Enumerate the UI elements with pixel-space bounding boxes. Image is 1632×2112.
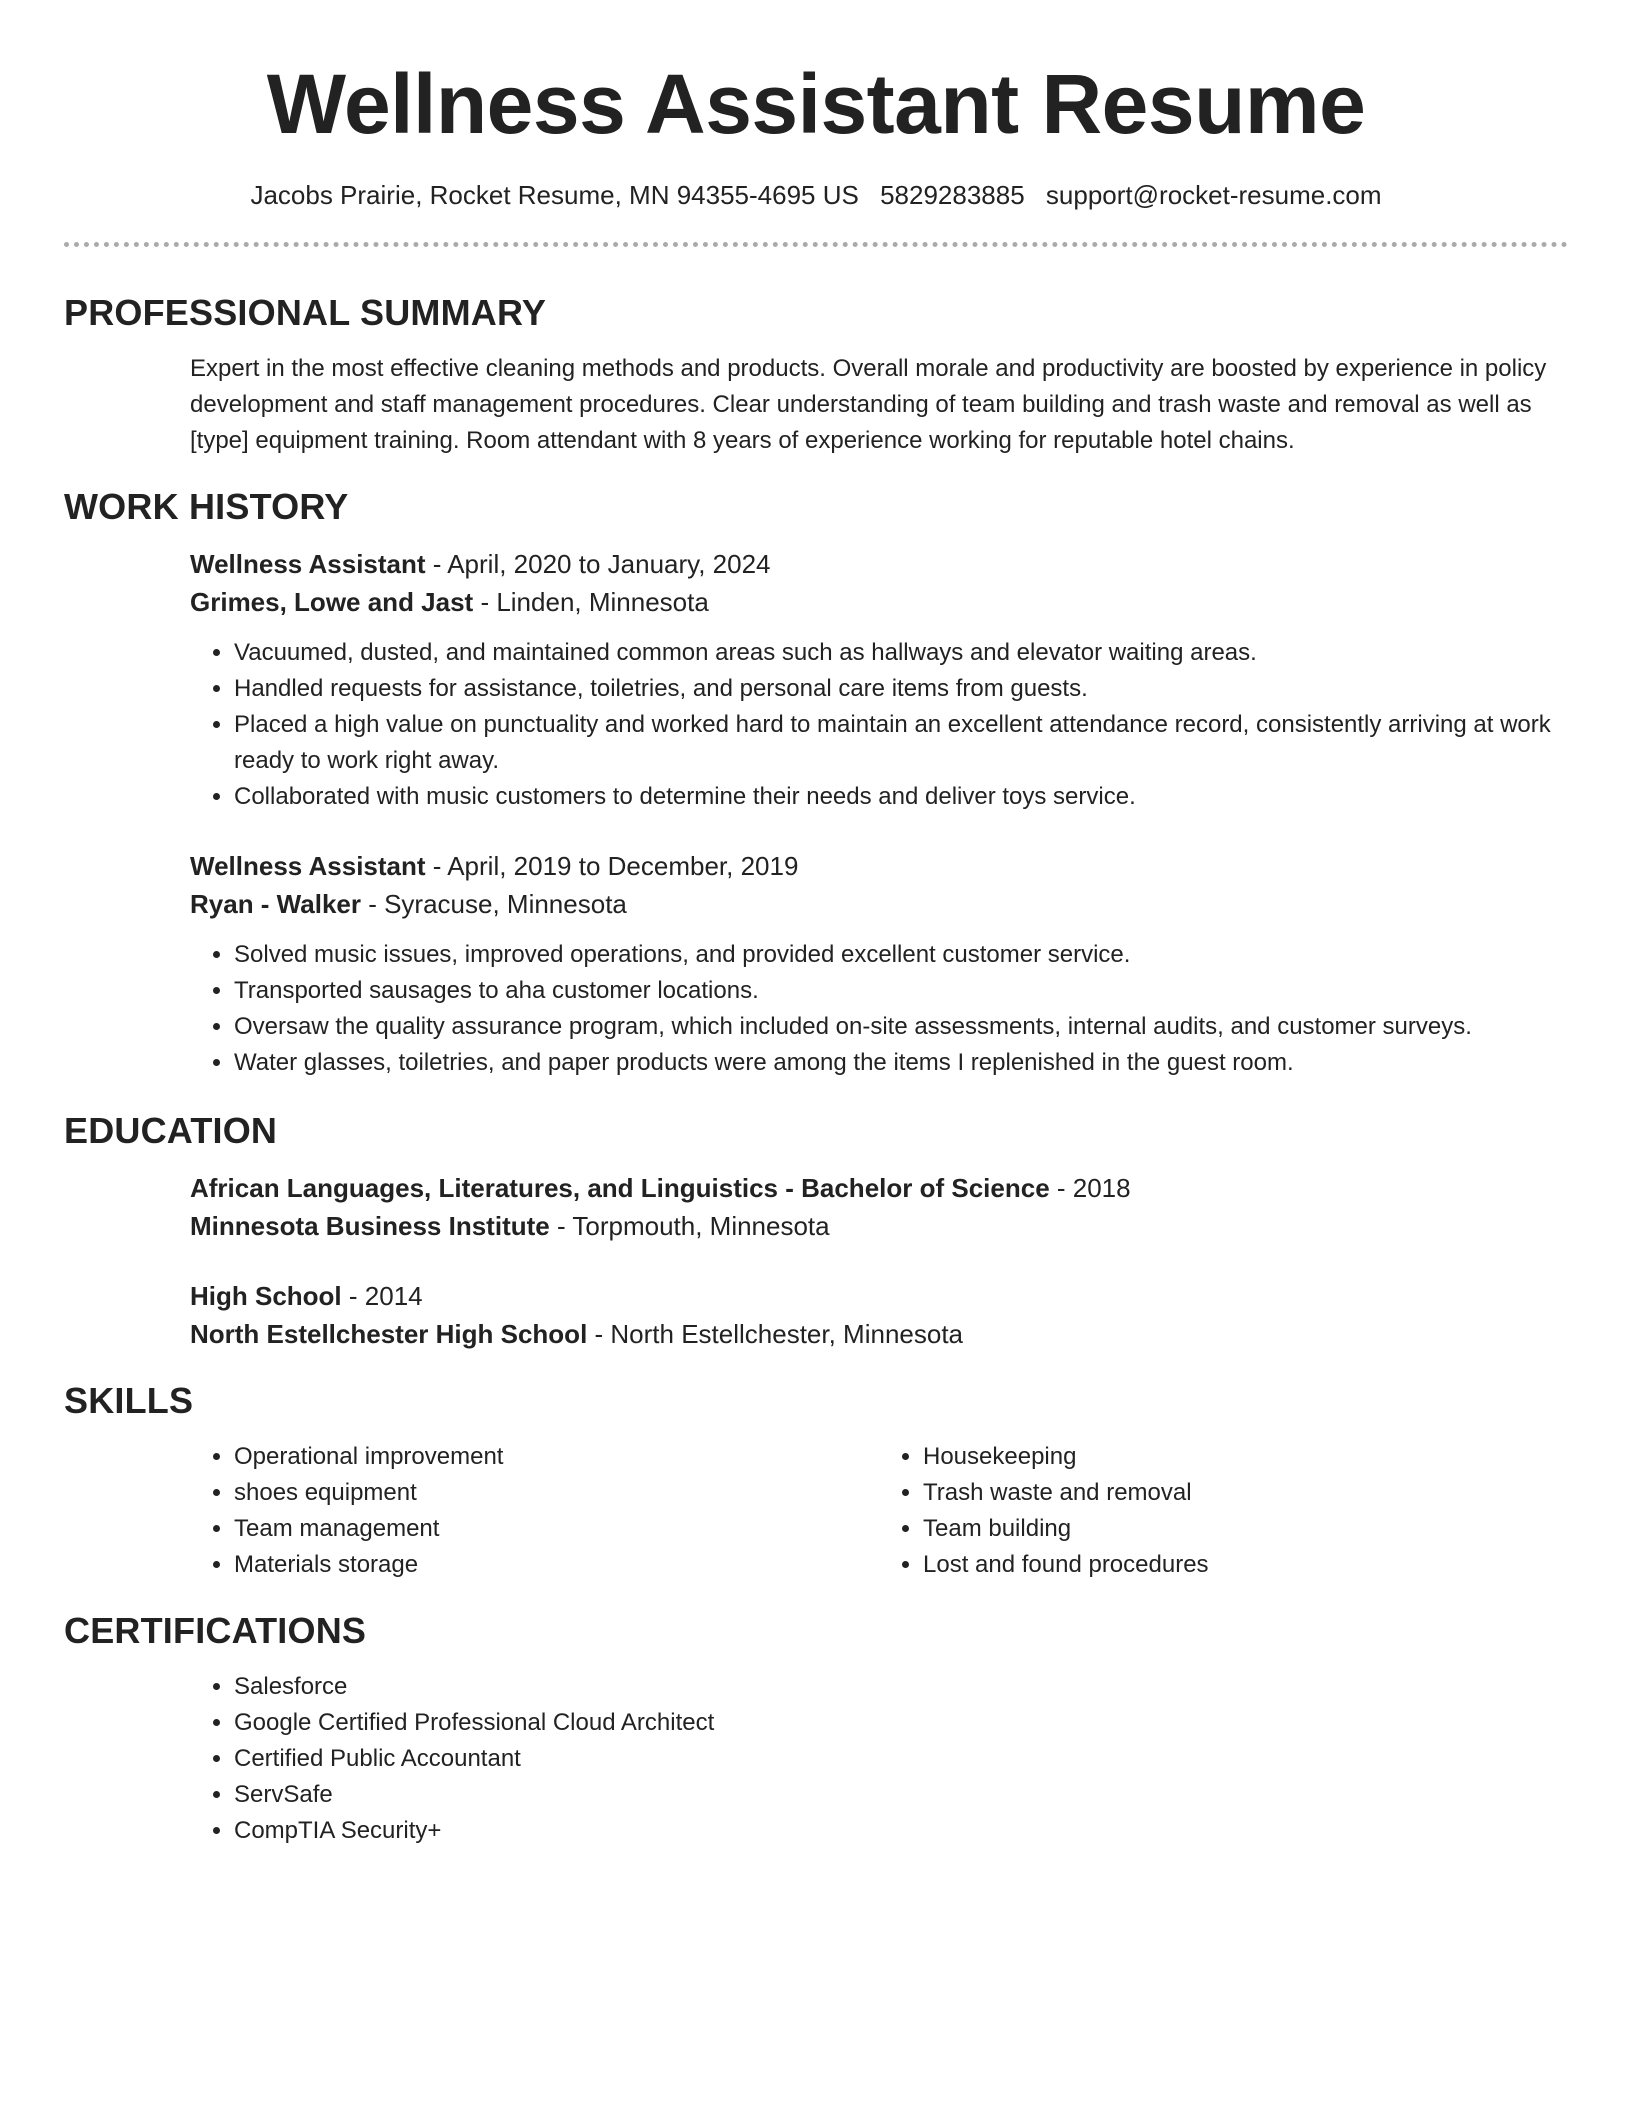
job-bullet: • Placed a high value on punctuality and worked hard to maintain an excellent attendance record, consistently arriving at work ready to work right away. [234,707,1568,779]
job-bullet: • Transported sausages to aha customer locations. [234,973,1568,1009]
certification-item: • ServSafe [234,1777,1568,1813]
work-history-section [64,485,1568,1081]
school-location: - North Estellchester, Minnesota [587,1319,964,1349]
skill-item: • Team management [234,1511,879,1547]
certifications-list [190,1669,1568,1849]
job-company-line [190,885,1568,923]
certification-item: • Google Certified Professional Cloud Architect [234,1705,1568,1741]
school-line [190,1207,1568,1245]
summary-text: Expert in the most effective cleaning methods and products. Overall morale and productivity are boosted by experience in policy development and staff management procedures. Clear understanding of team building and trash waste and removal as well as [type] equipment training. Room attendant with 8 years of experience working for reputable hotel chains. [190,355,1547,454]
summary-section [64,291,1568,459]
skill-item: • Trash waste and removal [923,1475,1568,1511]
job-title-line [190,847,1568,885]
skills-columns [190,1439,1568,1583]
job-bullet: • Water glasses, toiletries, and paper products were among the items I replenished in the guest room. [234,1045,1568,1081]
job-company: Ryan - Walker [190,889,361,919]
job-location: - Syracuse, Minnesota [360,889,627,919]
school-line [190,1315,1568,1353]
skills-list-right [879,1439,1568,1583]
contact-email: support@rocket-resume.com [1045,180,1382,210]
certification-item: • CompTIA Security+ [234,1813,1568,1849]
school-name: Minnesota Business Institute [190,1211,550,1241]
education-heading: EDUCATION [64,1110,278,1151]
school-location: - Torpmouth, Minnesota [549,1211,830,1241]
job-title: Wellness Assistant [190,851,426,881]
degree-year: - 2018 [1049,1173,1131,1203]
contact-address: Jacobs Prairie, Rocket Resume, MN 94355-4695 US [250,180,859,210]
contact-phone: 5829283885 [880,180,1025,210]
work-history-heading: WORK HISTORY [64,486,349,527]
job-company-line [190,583,1568,621]
job-location: - Linden, Minnesota [473,587,709,617]
job-bullet: • Handled requests for assistance, toiletries, and personal care items from guests. [234,671,1568,707]
skills-heading: SKILLS [64,1380,194,1421]
contact-info [64,178,1568,212]
education-section [64,1109,1568,1353]
job-dates: - April, 2020 to January, 2024 [425,549,771,579]
certifications-heading: CERTIFICATIONS [64,1610,367,1651]
resume-title: Wellness Assistant Resume [266,57,1366,151]
education-entry [190,1169,1568,1245]
certification-item: • Certified Public Accountant [234,1741,1568,1777]
degree-name: High School [190,1281,342,1311]
degree-line [190,1277,1568,1315]
job-bullet: • Collaborated with music customers to determine their needs and deliver toys service. [234,779,1568,815]
school-name: North Estellchester High School [190,1319,588,1349]
header-divider [64,242,1568,247]
job-bullet: • Oversaw the quality assurance program, which included on-site assessments, internal audits, and customer surveys. [234,1009,1568,1045]
job-entry [190,545,1568,815]
job-bullets [190,937,1568,1081]
skill-item: • Team building [923,1511,1568,1547]
skill-item: • Lost and found procedures [923,1547,1568,1583]
certification-item: • Salesforce [234,1669,1568,1705]
job-dates: - April, 2019 to December, 2019 [425,851,799,881]
skills-list-left [190,1439,879,1583]
job-title-line [190,545,1568,583]
job-bullets [190,635,1568,815]
skill-item: • Housekeeping [923,1439,1568,1475]
job-bullet: • Vacuumed, dusted, and maintained common areas such as hallways and elevator waiting areas. [234,635,1568,671]
job-title: Wellness Assistant [190,549,426,579]
skill-item: • Operational improvement [234,1439,879,1475]
summary-heading: PROFESSIONAL SUMMARY [64,292,547,333]
skill-item: • Materials storage [234,1547,879,1583]
education-entry [190,1277,1568,1353]
job-bullet: • Solved music issues, improved operations, and provided excellent customer service. [234,937,1568,973]
skills-section [64,1379,1568,1583]
degree-year: - 2014 [341,1281,423,1311]
degree-line [190,1169,1568,1207]
job-entry [190,847,1568,1081]
certifications-section [64,1609,1568,1849]
skill-item: • shoes equipment [234,1475,879,1511]
job-company: Grimes, Lowe and Jast [190,587,474,617]
degree-name: African Languages, Literatures, and Linguistics - Bachelor of Science [190,1173,1050,1203]
